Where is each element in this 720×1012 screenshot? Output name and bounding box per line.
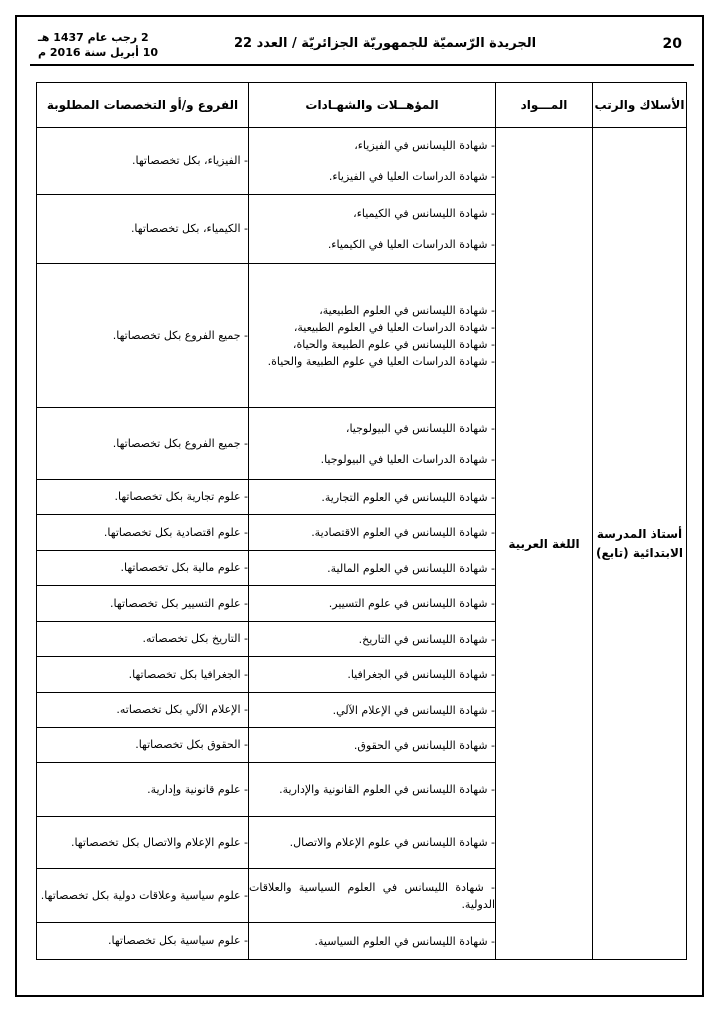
qualifications-cell — [249, 728, 496, 763]
qualification-line: - شهادة الليسانس في الحقوق. — [353, 738, 495, 752]
branch-cell: - الفيزياء، بكل تخصصاتها. — [37, 128, 249, 195]
branch-cell: - علوم التسيير بكل تخصصاتها. — [37, 586, 249, 622]
qualification-line: - شهادة الدراسات العليا في البيولوجيا. — [320, 452, 495, 466]
qualification-line: - شهادة الليسانس في الإعلام الآلي. — [332, 703, 495, 717]
branch-cell: - علوم تجارية بكل تخصصاتها. — [37, 480, 249, 515]
branch-cell: - علوم مالية بكل تخصصاتها. — [37, 551, 249, 586]
corps-cell: أستاذ المدرسة الابتدائية (تابع) — [593, 128, 687, 960]
branch-cell: - علوم سياسية بكل تخصصاتها. — [37, 923, 249, 960]
qualifications-cell — [249, 763, 496, 817]
qualifications-cell — [249, 264, 496, 408]
qualifications-cell — [249, 869, 496, 923]
qualification-line: - شهادة الليسانس في العلوم السياسية والعلاقات الدولية. — [249, 880, 495, 911]
qualification-line: - شهادة الليسانس في العلوم المالية. — [327, 561, 495, 575]
branch-cell: - الكيمياء، بكل تخصصاتها. — [37, 195, 249, 264]
date-gregorian: 10 أبريل سنة 2016 م — [38, 46, 159, 59]
qualifications-cell — [249, 128, 496, 195]
qualifications-cell — [249, 480, 496, 515]
qualifications-cell — [249, 515, 496, 551]
qualification-line: - شهادة الدراسات العليا في الفيزياء. — [328, 170, 495, 183]
qualification-line: - شهادة الدراسات العليا في العلوم الطبيعية، — [293, 320, 495, 334]
qualification-line: - شهادة الليسانس في العلوم الطبيعية، — [319, 303, 495, 317]
issue-date — [38, 30, 158, 60]
qualifications-cell — [249, 923, 496, 960]
branch-cell: - علوم الإعلام والاتصال بكل تخصصاتها. — [37, 817, 249, 869]
qualification-line: - شهادة الليسانس في علوم التسيير. — [328, 597, 495, 610]
page-number: 20 — [662, 36, 682, 52]
header-subject: المـــواد — [496, 83, 593, 128]
branch-cell: - علوم سياسية وعلاقات دولية بكل تخصصاتها. — [37, 869, 249, 923]
qualification-line: - شهادة الليسانس في التاريخ. — [358, 632, 495, 646]
table-row — [37, 128, 687, 195]
qualification-line: - شهادة الليسانس في البيولوجيا، — [345, 421, 495, 435]
subject-cell: اللغة العربية — [496, 128, 593, 960]
table-header-row — [37, 83, 687, 128]
branch-cell: - الحقوق بكل تخصصاتها. — [37, 728, 249, 763]
qualification-line: - شهادة الليسانس في العلوم التجارية. — [321, 490, 495, 504]
branch-cell: - جميع الفروع بكل تخصصاتها. — [37, 264, 249, 408]
qualification-line: - شهادة الدراسات العليا في علوم الطبيعة والحياة. — [267, 354, 495, 368]
branch-cell: - علوم قانونية وإدارية. — [37, 763, 249, 817]
branch-cell: - جميع الفروع بكل تخصصاتها. — [37, 408, 249, 480]
qualification-line: - شهادة الليسانس في العلوم القانونية والإدارية. — [279, 783, 495, 796]
qualification-line: - شهادة الليسانس في العلوم السياسية. — [314, 934, 495, 948]
header-qualifications: المؤهــلات والشهـادات — [249, 83, 496, 128]
qualifications-table — [36, 82, 687, 960]
qualifications-cell — [249, 408, 496, 480]
qualifications-cell — [249, 657, 496, 693]
branch-cell: - الإعلام الآلي بكل تخصصاته. — [37, 693, 249, 728]
qualifications-cell — [249, 551, 496, 586]
header-branches: الفروع و/أو التخصصات المطلوبة — [37, 83, 249, 128]
qualifications-cell — [249, 622, 496, 657]
qualifications-cell — [249, 586, 496, 622]
page-header — [30, 28, 694, 66]
qualification-line: - شهادة الليسانس في العلوم الاقتصادية. — [311, 526, 495, 539]
gazette-title: الجريدة الرّسميّة للجمهوريّة الجزائريّة / العدد 22 — [233, 36, 537, 51]
header-corps: الأسلاك والرتب — [593, 83, 687, 128]
branch-cell: - الجغرافيا بكل تخصصاتها. — [37, 657, 249, 693]
qualification-line: - شهادة الليسانس في علوم الإعلام والاتصال. — [289, 836, 495, 849]
qualifications-cell — [249, 693, 496, 728]
qualification-line: - شهادة الليسانس في الجغرافيا. — [347, 668, 495, 681]
qualification-line: - شهادة الدراسات العليا في الكيمياء. — [327, 238, 495, 251]
date-hijri: 2 رجب عام 1437 هـ — [38, 31, 149, 44]
branch-cell: - التاريخ بكل تخصصاته. — [37, 622, 249, 657]
qualification-line: - شهادة الليسانس في علوم الطبيعة والحياة، — [292, 337, 495, 351]
qualification-line: - شهادة الليسانس في الفيزياء، — [354, 139, 495, 152]
branch-cell: - علوم اقتصادية بكل تخصصاتها. — [37, 515, 249, 551]
qualifications-cell — [249, 817, 496, 869]
qualification-line: - شهادة الليسانس في الكيمياء، — [353, 207, 495, 220]
qualifications-cell — [249, 195, 496, 264]
